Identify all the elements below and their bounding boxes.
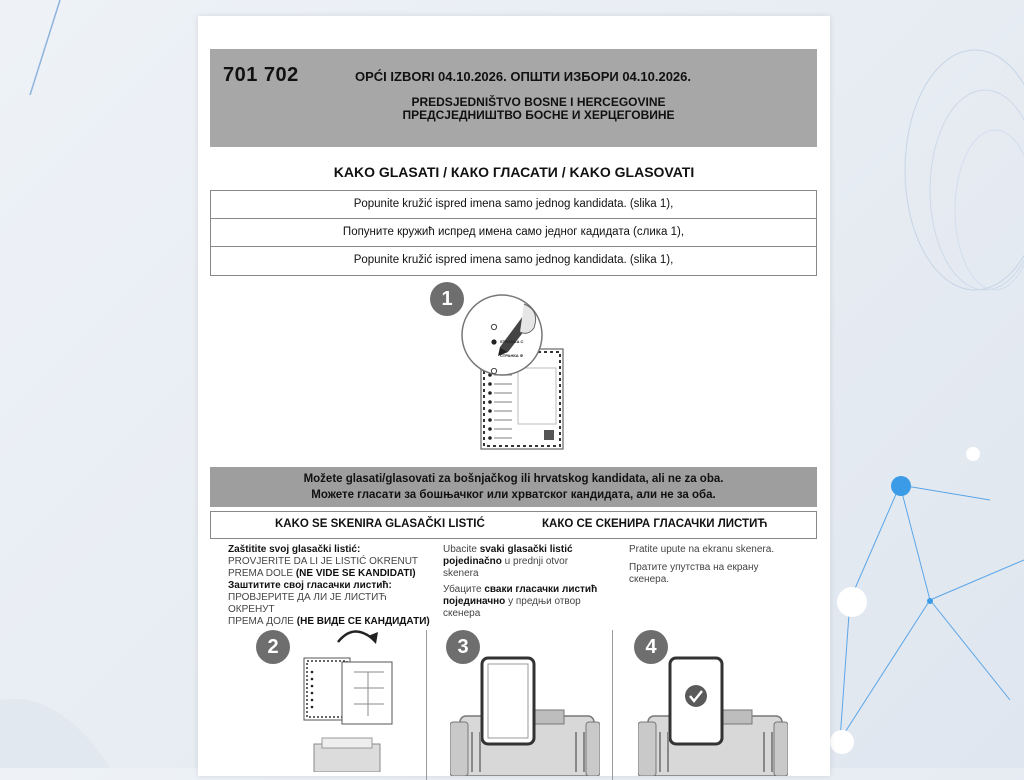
col2-emphasis: сваки гласачки листић [484,584,598,595]
col1-emphasis: (NE VIDE SE KANDIDATI) [295,568,416,579]
warning-line-latin: Možete glasati/glasovati za bošnjačkog ili hrvatskog kandidata, ali ne za oba. [303,473,724,485]
col2-line: skenera [443,568,479,579]
col3-line: скенера. [629,574,670,585]
col1-heading-cyrillic: Заштитите свој гласачки листић: [228,580,392,591]
instructions-column-protect [228,544,433,628]
candidate-label-stranka-f: СТРАНКА Ф [500,353,524,358]
instructions-table [210,190,817,276]
col2-emphasis: pojedinačno [443,556,502,567]
office-title [210,96,817,122]
instruction-row: Popunite kružić ispred imena samo jednog kandidata. (slika 1), [353,254,674,266]
col1-line: PREMA DOLE [228,568,296,579]
office-title-latin: PREDSJEDNIŠTVO BOSNE I HERCEGOVINE [411,95,666,109]
step-number-2: 2 [256,630,290,664]
warning-band [210,467,817,507]
insert-scanner-illustration [450,656,600,776]
flip-ballot-illustration [302,622,402,772]
instructions-column-insert [443,544,618,620]
col3-line: Pratite upute na ekranu skenera. [629,544,775,555]
col1-line: PROVJERITE DA LI JE LISTIĆ OKRENUT [228,556,419,567]
step-number-3: 3 [446,630,480,664]
instructions-column-screen [629,544,819,586]
col2-line: скенера [443,608,481,619]
scan-heading-box [210,511,817,539]
col1-line: ПРЕМА ДОЛЕ [228,616,297,627]
marking-ballot-illustration [460,292,570,454]
ballot-number: 701 702 [223,64,299,86]
col1-heading: Zaštitite svoj glasački listić: [228,544,361,555]
ballot-header [210,49,817,147]
ballot-page [198,16,830,776]
column-divider [612,630,613,780]
col1-line: ПРОВЈЕРИТЕ ДА ЛИ ЈЕ ЛИСТИЋ ОКРЕНУТ [228,592,387,615]
warning-line-cyrillic: Можете гласати за бошњачког или хрватског кандидата, али не за оба. [311,489,716,501]
step-number-4: 4 [634,630,668,664]
col2-line: Ubacite [443,544,480,555]
election-title: OPĆI IZBORI 04.10.2026. ОПШТИ ИЗБОРИ 04.10.2026. [355,69,692,84]
checkmark-icon [685,685,707,707]
col2-line: у предњи отвор [505,596,581,607]
office-title-cyrillic: ПРЕДСЈЕДНИШТВО БОСНЕ И ХЕРЦЕГОВИНЕ [402,108,675,122]
column-divider [426,630,427,780]
scanner-screen-illustration [638,656,788,776]
col1-emphasis: (НЕ ВИДЕ СЕ КАНДИДАТИ) [296,616,430,627]
col2-line: Убаците [443,584,485,595]
instruction-row: Popunite kružić ispred imena samo jednog kandidata. (slika 1), [211,191,816,219]
col2-line: u prednji otvor [501,556,569,567]
instruction-row: Попуните кружић испред имена само једног кадидата (слика 1), [211,219,816,247]
col3-line: Пратите упутства на екрану [629,562,759,573]
scan-title-cyrillic: КАКО СЕ СКЕНИРА ГЛАСАЧКИ ЛИСТИЋ [542,518,768,530]
how-to-vote-heading: KAKO GLASATI / КАКО ГЛАСАТИ / KAKO GLASOVATI [333,164,695,180]
col2-emphasis: појединачно [443,596,506,607]
step-number-1: 1 [430,282,464,316]
col2-emphasis: svaki glasački listić [479,544,573,555]
candidate-label-stranka-c: STRANKA C [500,339,524,344]
scan-title-latin: KAKO SE SKENIRA GLASAČKI LISTIĆ [275,518,485,530]
